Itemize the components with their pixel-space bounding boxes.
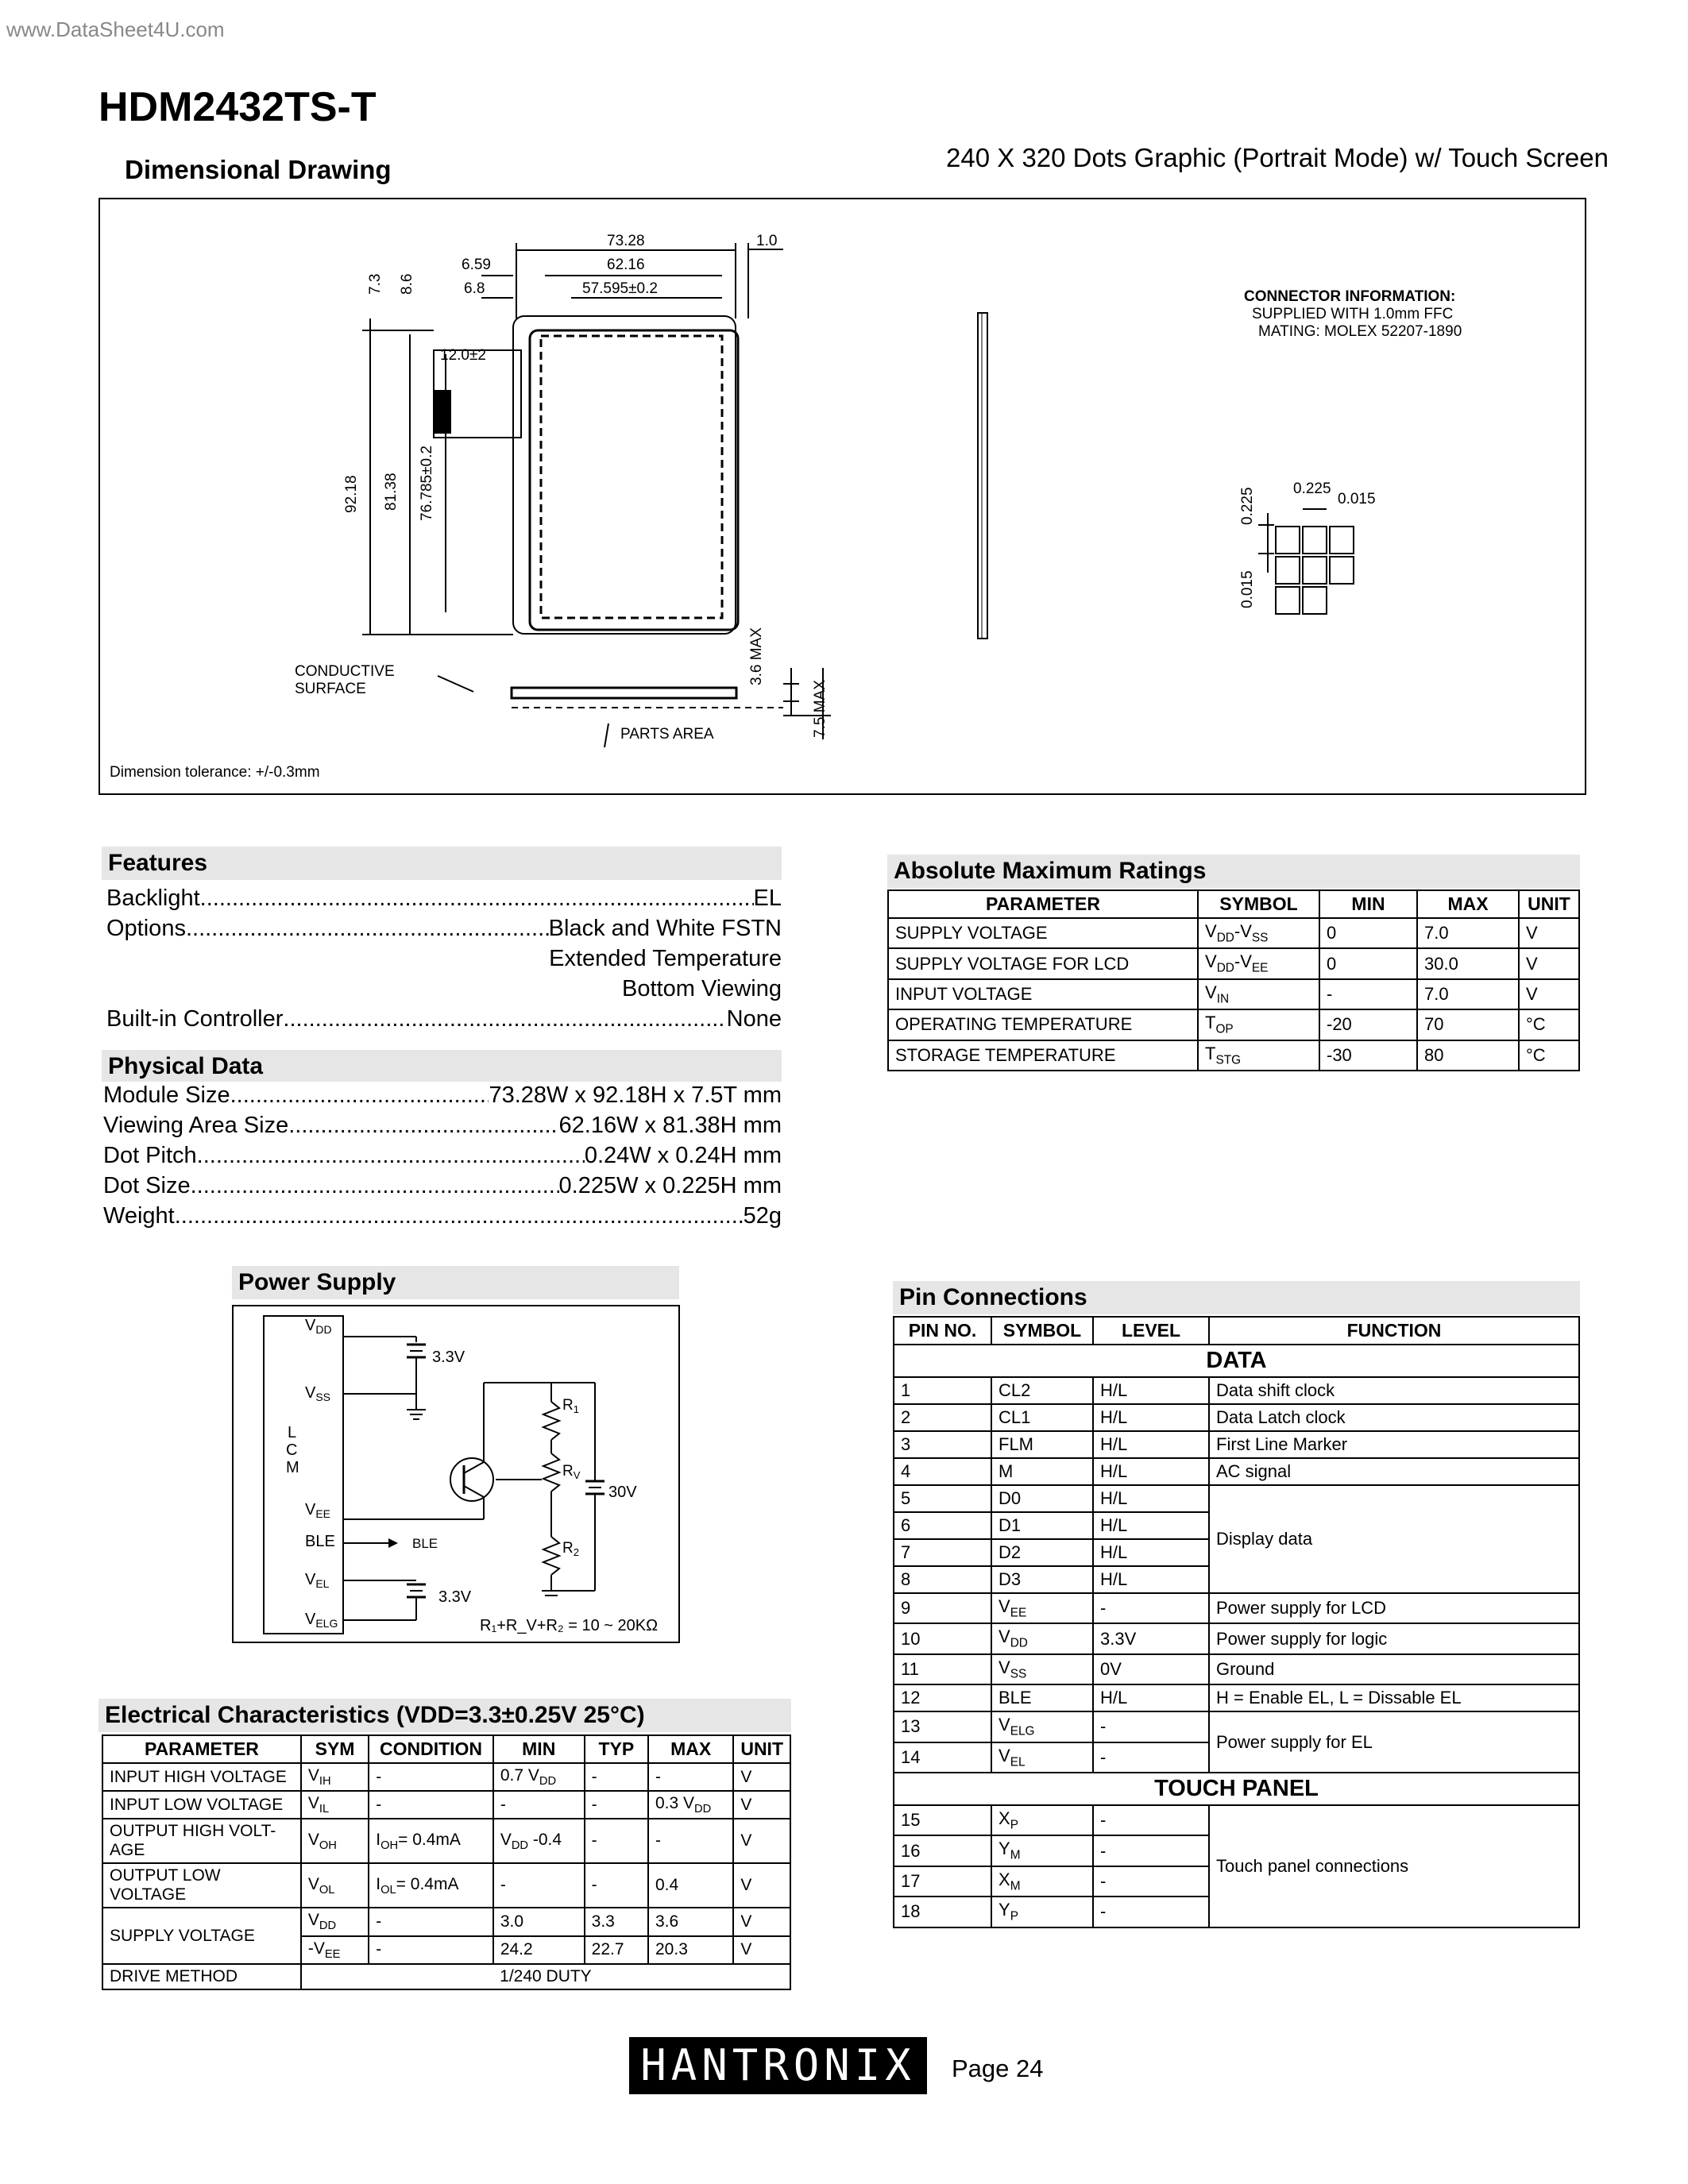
physical-data-list — [103, 1080, 782, 1231]
physical-label: Dot Size — [103, 1173, 191, 1198]
table-row: 18 $Y_P$ - — [894, 1897, 1579, 1927]
column-header: MIN — [1319, 890, 1417, 918]
dim-0-225-h: 0.225 — [1293, 480, 1331, 497]
column-header: UNIT — [733, 1735, 790, 1763]
dim-6-8: 6.8 — [464, 280, 485, 297]
feature-label: Backlight — [106, 886, 200, 911]
table-row: 4 M H/L AC signal — [894, 1458, 1579, 1485]
features-list — [106, 883, 782, 1034]
column-header: PARAMETER — [102, 1735, 301, 1763]
table-row: SUPPLY VOLTAGE $V_{DD}-V_{SS}$ 0 7.0 V — [888, 918, 1579, 948]
dim-3-6-max: 3.6 MAX — [748, 627, 765, 685]
svg-text:VSS: $V_{SS}$ — [305, 1384, 331, 1403]
column-header: FUNCTION — [1209, 1317, 1579, 1345]
dim-7-5-max: 7.5 MAX — [812, 680, 829, 738]
svg-text:R1: $R_1$ — [562, 1397, 579, 1415]
column-header: PARAMETER — [888, 890, 1198, 918]
amr-table — [887, 889, 1580, 1071]
physical-value: 0.24W x 0.24H mm — [584, 1143, 782, 1168]
column-header: PIN NO. — [894, 1317, 991, 1345]
dot-grid — [1276, 527, 1354, 614]
feature-label: Built-in Controller — [106, 1006, 284, 1032]
table-row: 15 $X_P$ - Touch panel connections — [894, 1805, 1579, 1835]
lcm-vertical-label: L — [288, 1424, 297, 1441]
ble-pin-label: BLE — [305, 1533, 335, 1550]
group-header-touch: TOUCH PANEL — [894, 1773, 1579, 1805]
table-row: SUPPLY VOLTAGE FOR LCD $V_{DD}-V_{EE}$ 0 30.0 V — [888, 948, 1579, 978]
table-row: 16 $Y_M$ - — [894, 1835, 1579, 1866]
dim-62-16: 62.16 — [607, 257, 645, 273]
module-outline — [513, 316, 736, 634]
column-header: LEVEL — [1093, 1317, 1209, 1345]
dim-92-18: 92.18 — [343, 475, 360, 513]
dim-12-0: 12.0±2 — [440, 347, 486, 364]
page-number: Page 24 — [952, 2055, 1044, 2082]
column-header: TYP — [585, 1735, 648, 1763]
column-header: UNIT — [1519, 890, 1579, 918]
page-subtitle: 240 X 320 Dots Graphic (Portrait Mode) w/ Touch Screen — [946, 143, 1609, 172]
svg-text:VEL: $V_{EL}$ — [305, 1571, 330, 1590]
svg-text:VELG: $V_{ELG}$ — [305, 1611, 338, 1630]
connector-line-1: SUPPLIED WITH 1.0mm FFC — [1252, 306, 1454, 322]
table-row: 14 $V_{EL}$ - — [894, 1742, 1579, 1773]
viewing-area — [541, 336, 722, 618]
column-header: MAX — [1417, 890, 1519, 918]
table-row: 17 $X_M$ - — [894, 1866, 1579, 1897]
table-row: 13 $V_{ELG}$ - Power supply for EL — [894, 1711, 1579, 1742]
vdd-supply-voltage: 3.3V — [432, 1349, 465, 1366]
connector-line-2: MATING: MOLEX 52207-1890 — [1258, 323, 1462, 340]
hantronix-logo: HANTRONIX — [629, 2037, 927, 2094]
svg-text:VDD: $V_{DD}$ — [305, 1317, 332, 1336]
feature-value-continued: Extended Temperature — [549, 946, 782, 971]
watermark: www.DataSheet4U.com — [6, 17, 225, 41]
power-supply-diagram — [232, 1305, 680, 1643]
feature-value-continued: Bottom Viewing — [622, 976, 782, 1001]
dim-76-785: 76.785±0.2 — [419, 446, 435, 521]
feature-label: Options — [106, 916, 186, 941]
table-row: 7 D2 H/L — [894, 1539, 1579, 1566]
dim-57-595: 57.595±0.2 — [582, 280, 658, 297]
physical-label: Viewing Area Size — [103, 1113, 289, 1138]
lcm-box — [264, 1316, 343, 1634]
table-row: 6 D1 H/L — [894, 1512, 1579, 1539]
physical-data-heading: Physical Data — [102, 1050, 782, 1082]
el-supply-voltage: 3.3V — [438, 1588, 472, 1606]
table-row: STORAGE TEMPERATURE $T_{STG}$ -30 80 °C — [888, 1040, 1579, 1071]
feature-value: Black and White FSTN — [548, 916, 782, 941]
dim-81-38: 81.38 — [383, 473, 400, 511]
table-row: 11 $V_{SS}$ 0V Ground — [894, 1654, 1579, 1684]
pin-connections-heading: Pin Connections — [893, 1281, 1580, 1314]
table-header-row — [102, 1735, 790, 1763]
physical-value: 73.28W x 92.18H x 7.5T mm — [489, 1082, 782, 1108]
physical-label: Weight — [103, 1203, 175, 1229]
power-supply-heading: Power Supply — [232, 1266, 679, 1299]
parts-area-label: PARTS AREA — [620, 726, 714, 743]
conductive-label-2: SURFACE — [295, 681, 366, 697]
table-row: 9 $V_{EE}$ - Power supply for LCD — [894, 1593, 1579, 1623]
group-header-data: DATA — [894, 1345, 1579, 1377]
dimensional-drawing-heading: Dimensional Drawing — [125, 155, 392, 184]
lcd-supply-voltage: 30V — [608, 1484, 637, 1501]
table-header-row — [888, 890, 1579, 918]
side-profile — [512, 688, 736, 698]
physical-label: Module Size — [103, 1082, 230, 1108]
page-title: HDM2432TS-T — [98, 84, 377, 130]
dim-73-28: 73.28 — [607, 233, 645, 249]
dim-7-3: 7.3 — [367, 273, 384, 295]
dim-0-015-v: 0.015 — [1239, 570, 1256, 608]
transistor — [450, 1458, 493, 1501]
dimensional-drawing — [98, 198, 1586, 795]
table-row: 12 BLE H/L H = Enable EL, L = Dissable EL — [894, 1684, 1579, 1711]
table-row: INPUT HIGH VOLTAGE $V_{IH}$ - 0.7 $V_{DD}$ - - V — [102, 1763, 790, 1791]
column-header: SYMBOL — [1198, 890, 1319, 918]
feature-value: None — [726, 1006, 782, 1032]
table-row: OUTPUT HIGH VOLT-AGE $V_{OH}$ $I_{OH}= 0.4mA$ $V_{DD}$ -0.4 - - V — [102, 1819, 790, 1863]
dim-1-0: 1.0 — [756, 233, 778, 249]
table-header-row — [894, 1317, 1579, 1345]
svg-text:M: M — [286, 1459, 299, 1476]
svg-text:R2: $R_2$ — [562, 1540, 579, 1558]
tolerance-note: Dimension tolerance: +/-0.3mm — [110, 764, 320, 781]
drawing-svg — [100, 199, 1585, 793]
flex-contacts — [434, 390, 451, 434]
svg-text:RV: $R_V$ — [562, 1463, 581, 1481]
side-view — [978, 313, 987, 639]
table-row: DRIVE METHOD 1/240 DUTY — [102, 1964, 790, 1989]
pin-table — [893, 1316, 1580, 1928]
table-row: OPERATING TEMPERATURE $T_{OP}$ -20 70 °C — [888, 1009, 1579, 1040]
svg-text:VEE: $V_{EE}$ — [305, 1501, 331, 1520]
dim-0-015-h: 0.015 — [1338, 491, 1376, 507]
physical-value: 0.225W x 0.225H mm — [558, 1173, 782, 1198]
physical-value: 62.16W x 81.38H mm — [558, 1113, 782, 1138]
table-row: SUPPLY VOLTAGE $V_{DD}$ - 3.0 3.3 3.6 V — [102, 1908, 790, 1935]
table-row: INPUT VOLTAGE $V_{IN}$ - 7.0 V — [888, 979, 1579, 1009]
dim-0-225-v: 0.225 — [1239, 487, 1256, 525]
table-row: 5 D0 H/L Display data — [894, 1485, 1579, 1512]
table-row: INPUT LOW VOLTAGE $V_{IL}$ - - - 0.3 $V_{DD}$ V — [102, 1791, 790, 1819]
ble-signal-label: BLE — [412, 1536, 438, 1551]
column-header: CONDITION — [369, 1735, 493, 1763]
connector-title: CONNECTOR INFORMATION: — [1244, 288, 1456, 305]
resistor-formula: R₁+R_V+R₂ = 10 ~ 20KΩ — [480, 1617, 659, 1634]
column-header: SYMBOL — [991, 1317, 1093, 1345]
svg-text:C: C — [286, 1441, 298, 1459]
electrical-heading: Electrical Characteristics (VDD=3.3±0.25V 25°C) — [98, 1699, 791, 1732]
dim-8-6: 8.6 — [399, 273, 415, 295]
column-header: MIN — [493, 1735, 585, 1763]
table-row: 3 FLM H/L First Line Marker — [894, 1431, 1579, 1458]
table-row: $-V_{EE}$ - 24.2 22.7 20.3 V — [102, 1936, 790, 1964]
table-row: 1 CL2 H/L Data shift clock — [894, 1377, 1579, 1404]
column-header: MAX — [648, 1735, 733, 1763]
physical-value: 52g — [743, 1203, 782, 1229]
panel-outline — [530, 330, 738, 630]
column-header: SYM — [301, 1735, 369, 1763]
features-heading: Features — [102, 847, 782, 880]
table-row: 2 CL1 H/L Data Latch clock — [894, 1404, 1579, 1431]
physical-label: Dot Pitch — [103, 1143, 197, 1168]
dim-6-59: 6.59 — [462, 257, 491, 273]
table-row: 10 $V_{DD}$ 3.3V Power supply for logic — [894, 1623, 1579, 1653]
conductive-label-1: CONDUCTIVE — [295, 663, 395, 680]
electrical-table — [102, 1734, 791, 1990]
feature-value: EL — [753, 886, 782, 911]
table-row: OUTPUT LOW VOLTAGE $V_{OL}$ $I_{OL}= 0.4mA$ - - 0.4 V — [102, 1863, 790, 1908]
table-row: 8 D3 H/L — [894, 1566, 1579, 1593]
amr-heading: Absolute Maximum Ratings — [887, 855, 1580, 888]
